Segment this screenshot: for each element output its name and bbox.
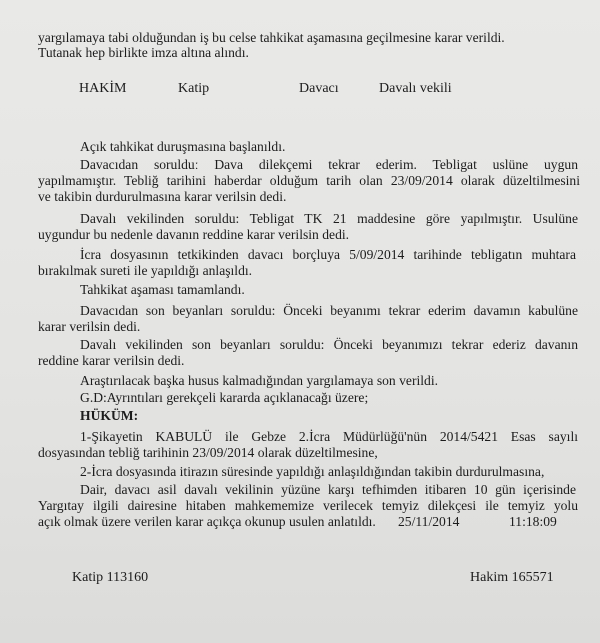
paragraph-enforcement-line-1: İcra dosyasının tetkikinden davacı borçluya 5/09/2014 tarihinde tebligatın muhtara <box>80 247 576 262</box>
paragraph-defense-final-line-1: Davalı vekilinden son beyanları soruldu: Önceki beyanımızı tekrar ederiz davanın <box>80 337 578 352</box>
paragraph-defense-line-2: uygundur bu nedenle davanın reddine karar verilsin dedi. <box>38 227 350 242</box>
verdict-closing-line-1: Dair, davacı asil davalı vekilinin yüzüne karşı tefhimden itibaren 10 gün içerisinde <box>80 482 576 497</box>
footer-clerk-id: Katip 113160 <box>72 570 149 585</box>
verdict-item-1-line-2: dosyasından tebliğ tarihinin 23/09/2014 olarak düzeltilmesine, <box>38 445 378 460</box>
verdict-closing-line-2: Yargıtay ilgili dairesine hitaben mahkememize verilecek temyiz dilekçesi ile temyiz yolu <box>38 498 578 513</box>
paragraph-hearing-start: Açık tahkikat duruşmasına başlanıldı. <box>80 139 286 154</box>
paragraph-plaintiff-final-line-1: Davacıdan son beyanları soruldu: Önceki beyanımı tekrar ederim davamın kabulüne <box>80 303 578 318</box>
verdict-closing-line-3: açık olmak üzere verilen karar açıkça okunup usulen anlatıldı. <box>38 514 376 529</box>
paragraph-reasoning-note: G.D:Ayrıntıları gerekçeli kararda açıklanacağı üzere; <box>80 390 369 405</box>
paragraph-plaintiff-line-2: yapılmamıştır. Tebliğ tarihini haberdar olduğum tarih olan 23/09/2014 olarak düzeltilmesini <box>38 173 580 188</box>
paragraph-plaintiff-line-1: Davacıdan sorulduː Dava dilekçemi tekrar ederim. Tebligat uslüne uygun <box>80 157 578 172</box>
verdict-date: 25/11/2014 <box>398 514 460 529</box>
footer-judge-id: Hakim 165571 <box>470 570 554 585</box>
verdict-item-2: 2-İcra dosyasında itirazın süresinde yapıldığı anlaşıldığından takibin durdurulmasına, <box>80 464 545 479</box>
paragraph-trial-closed: Araştırılacak başka husus kalmadığından yargılamaya son verildi. <box>80 373 438 388</box>
paragraph-plaintiff-line-3: ve takibin durdurulmasına karar verilsin dedi. <box>38 189 287 204</box>
verdict-time: 11:18:09 <box>509 514 557 529</box>
verdict-heading: HÜKÜM: <box>80 408 139 423</box>
intro-line-2: Tutanak hep birlikte imza altına alındı. <box>38 45 249 60</box>
intro-line-1: yargılamaya tabi olduğundan iş bu celse tahkikat aşamasına geçilmesine karar verildi. <box>38 30 505 45</box>
paragraph-plaintiff-final-line-2: karar verilsin dedi. <box>38 319 141 334</box>
paragraph-enforcement-line-2: bırakılmak sureti ile yapıldığı anlaşıldı. <box>38 263 253 278</box>
signature-plaintiff: Davacı <box>299 81 339 96</box>
signature-defendant-counsel: Davalı vekili <box>379 81 452 96</box>
paragraph-inquiry-complete: Tahkikat aşaması tamamlandı. <box>80 282 245 297</box>
signature-clerk: Katip <box>178 81 210 96</box>
verdict-item-1-line-1: 1-Şikayetin KABULÜ ile Gebze 2.İcra Müdürlüğü'nün 2014/5421 Esas sayılı <box>80 429 578 444</box>
signature-judge: HAKİM <box>79 81 127 96</box>
paragraph-defense-final-line-2: reddine karar verilsin dedi. <box>38 353 185 368</box>
paragraph-defense-line-1: Davalı vekilinden soruldu: Tebligat TK 21 maddesine göre yapılmıştır. Usulüne <box>80 211 578 226</box>
